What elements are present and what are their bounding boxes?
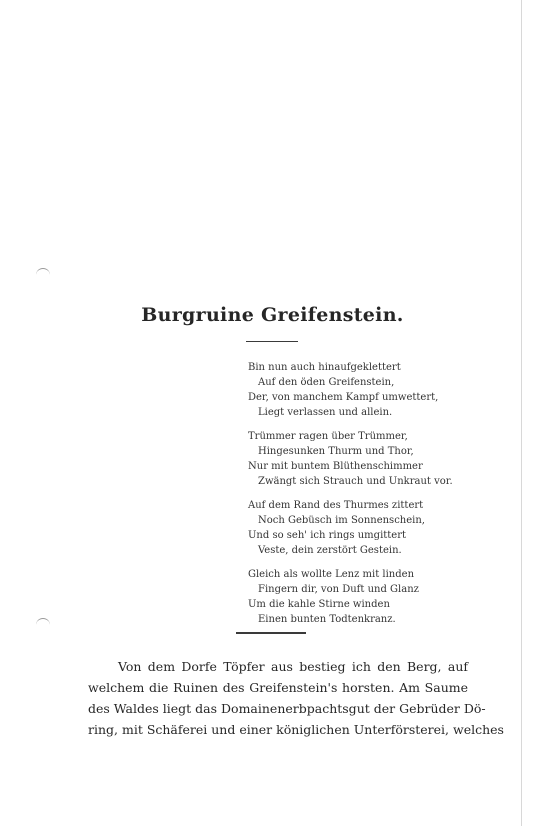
poem-title: Burgruine Greifenstein.: [141, 304, 404, 326]
prose-line: Von dem Dorfe Töpfer aus bestieg ich den Berg, auf: [118, 659, 468, 674]
prose-line: ring, mit Schäferei und einer königlichen Unterförsterei, welches: [88, 722, 504, 737]
poem-line: Liegt verlassen und allein.: [258, 407, 393, 418]
page-edge-line: [521, 0, 522, 826]
poem-line: Auf dem Rand des Thurmes zittert: [248, 500, 424, 511]
poem-line: Gleich als wollte Lenz mit linden: [248, 569, 415, 580]
poem-line: Trümmer ragen über Trümmer,: [248, 431, 408, 442]
stanza-3: [248, 498, 518, 558]
section-divider: [236, 632, 306, 634]
poem-line: Hingesunken Thurm und Thor,: [258, 446, 414, 457]
stanza-2: [248, 429, 518, 489]
poem-line: Einen bunten Todtenkranz.: [258, 614, 396, 625]
prose-line: des Waldes liegt das Domainenerbpachtsgut der Gebrüder Dö-: [88, 701, 486, 716]
poem-line: Veste, dein zerstört Gestein.: [258, 545, 402, 556]
binding-mark-upper: [36, 268, 50, 279]
title-divider: [246, 341, 298, 342]
stanza-1: [248, 360, 518, 420]
prose-line: welchem die Ruinen des Greifenstein's horsten. Am Saume: [88, 680, 468, 695]
poem-line: Nur mit buntem Blüthenschimmer: [248, 461, 423, 472]
poem-line: Der, von manchem Kampf umwettert,: [248, 392, 439, 403]
poem-line: Zwängt sich Strauch und Unkraut vor.: [258, 476, 453, 487]
poem-line: Fingern dir, von Duft und Glanz: [258, 584, 419, 595]
poem-line: Bin nun auch hinaufgeklettert: [248, 362, 401, 373]
binding-mark-lower: [36, 618, 50, 629]
poem-line: Und so seh' ich rings umgittert: [248, 530, 407, 541]
poem-line: Noch Gebüsch im Sonnenschein,: [258, 515, 425, 526]
poem: [248, 360, 518, 636]
stanza-4: [248, 567, 518, 627]
poem-line: Um die kahle Stirne winden: [248, 599, 390, 610]
poem-line: Auf den öden Greifenstein,: [258, 377, 395, 388]
prose-paragraph: [88, 656, 504, 740]
